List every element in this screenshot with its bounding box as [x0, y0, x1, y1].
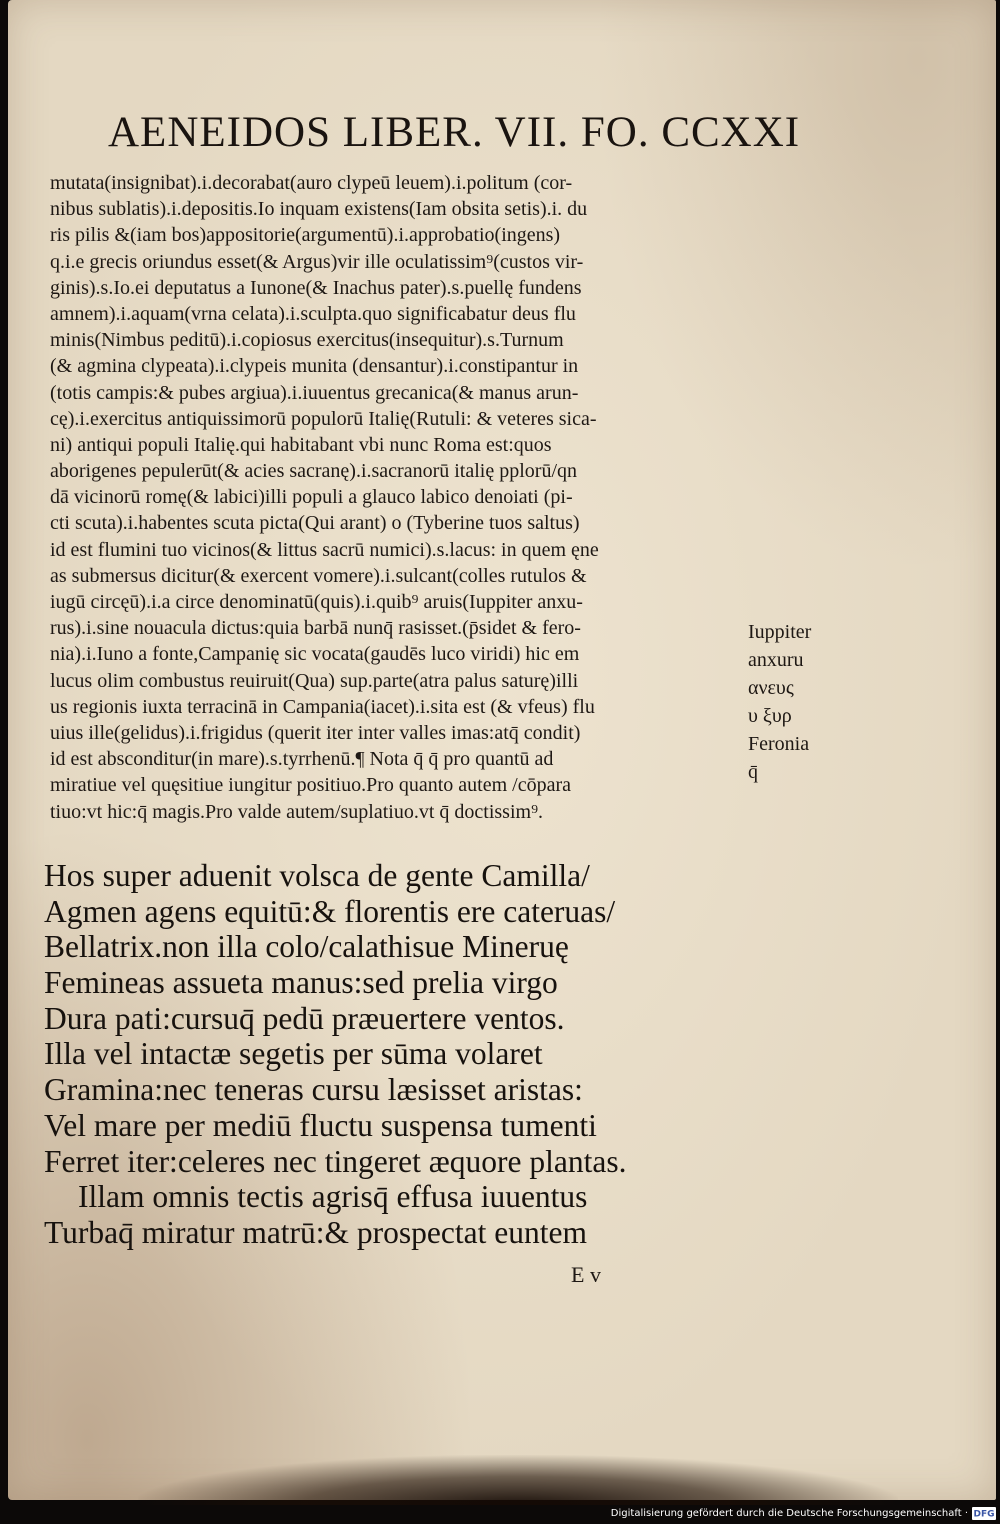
- commentary-line-8: (& agmina clypeata).i.clypeis munita (densantur).i.constipantur in: [50, 355, 579, 378]
- marginal-note-1: Iuppiter: [748, 621, 812, 643]
- marginal-note-3: ανευς: [748, 677, 794, 699]
- commentary-line-7: minis(Nimbus peditū).i.copiosus exercitus(insequitur).s.Turnum: [50, 329, 564, 352]
- commentary-line-5: ginis).s.Io.ei deputatus a Iunone(& Inachus pater).s.puellę fundens: [50, 276, 582, 299]
- verse-line-9: Ferret iter:celeres nec tingeret æquore plantas.: [44, 1143, 627, 1179]
- verse-line-5: Dura pati:cursuq̄ pedū præuertere ventos.: [44, 1000, 565, 1036]
- commentary-line-24: miratiue vel quęsitiue iungitur positiuo.Pro quanto autem /cōpara: [50, 774, 571, 797]
- commentary-line-12: aborigenes pepulerūt(& acies sacranę).i.sacranorū italię pplorū/qn: [50, 460, 578, 483]
- page-stain: [138, 1455, 898, 1505]
- verse-line-1: Hos super aduenit volsca de gente Camilla/: [44, 858, 590, 893]
- verse-line-11: Turbaq̄ miratur matrū:& prospectat euntem: [44, 1214, 587, 1250]
- verse-line-10: Illam omnis tectis agrisq̄ effusa iuuentus: [78, 1179, 588, 1215]
- commentary-block: [50, 170, 760, 825]
- dfg-logo-icon: [972, 1507, 996, 1520]
- running-header: AENEIDOS LIBER. VII. FO. CCXXI: [108, 109, 801, 156]
- verse-line-4: Femineas assueta manus:sed prelia virgo: [44, 965, 558, 1001]
- verse-line-3: Bellatrix.non illa colo/calathisue Mineruę: [44, 929, 569, 965]
- marginal-notes: [748, 618, 858, 786]
- commentary-line-13: dā vicinorū romę(& labici)illi populi a glauco labico denoiati (pi-: [50, 486, 573, 509]
- commentary-line-2: nibus sublatis).i.depositis.Io inquam existens(Iam obsita setis).i. du: [50, 198, 588, 221]
- svg-text:DFG: DFG: [973, 1509, 995, 1518]
- commentary-line-1: mutata(insignibat).i.decorabat(auro clypeū leuem).i.politum (cor-: [50, 172, 573, 194]
- commentary-line-6: amnem).i.aquam(vrna celata).i.sculpta.quo significabatur deus flu: [50, 302, 576, 325]
- commentary-line-25: tiuo:vt hic:q̄ magis.Pro valde autem/suplatiuo.vt q̄ doctissim⁹.: [50, 800, 544, 823]
- commentary-line-16: as submersus dicitur(& exercent vomere).i.sulcant(colles rutulos &: [50, 564, 587, 587]
- verse-line-7: Gramina:nec teneras cursu læsisset aristas:: [44, 1072, 583, 1108]
- commentary-line-9: (totis campis:& pubes argiua).i.iuuentus grecanica(& manus arun-: [50, 381, 579, 404]
- marginal-note-6: q̄: [748, 761, 758, 783]
- commentary-line-4: q.i.e grecis oriundus esset(& Argus)vir ille oculatissim⁹(custos vir-: [50, 250, 584, 273]
- marginal-note-4: υ ξυρ: [748, 705, 792, 727]
- signature-mark: E v: [571, 1262, 601, 1287]
- footer-credit-text: Digitalisierung gefördert durch die Deutsche Forschungsgemeinschaft ·: [610, 1507, 968, 1519]
- commentary-line-17: iugū circęū).i.a circe denominatū(quis).i.quib⁹ aruis(Iuppiter anxu-: [50, 591, 583, 613]
- marginal-note-5: Feronia: [748, 733, 810, 755]
- commentary-line-20: lucus olim combustus reuiruit(Qua) sup.parte(atra palus saturę)illi: [50, 669, 579, 692]
- book-page: [8, 0, 996, 1500]
- commentary-line-18: rus).i.sine nouacula dictus:quia barbā nunq̄ rasisset.(p̄sidet & fero-: [50, 617, 581, 640]
- commentary-line-23: id est absconditur(in mare).s.tyrrhenū.¶ Nota q̄ q̄ pro quantū ad: [50, 748, 554, 771]
- commentary-line-22: uius ille(gelidus).i.frigidus (querit iter inter valles imas:atq̄ condit): [50, 721, 581, 744]
- commentary-line-15: id est flumini tuo vicinos(& littus sacrū numici).s.lacus: in quem ęne: [50, 538, 599, 561]
- verse-line-6: Illa vel intactæ segetis per sūma volaret: [44, 1036, 543, 1072]
- commentary-line-19: nia).i.Iuno a fonte,Campanię sic vocata(gaudēs luco viridi) hic em: [50, 643, 580, 666]
- commentary-line-3: ris pilis &(iam bos)appositorie(argumentū).i.approbatio(ingens): [50, 224, 561, 247]
- commentary-line-21: us regionis iuxta terracinā in Campania(iacet).i.sita est (& vfeus) flu: [50, 695, 595, 718]
- verse-line-8: Vel mare per mediū fluctu suspensa tumenti: [44, 1107, 597, 1143]
- footer-credit: [611, 1505, 996, 1521]
- verse-line-2: Agmen agens equitū:& florentis ere cateruas/: [44, 893, 616, 929]
- verse-block: [44, 858, 684, 1251]
- commentary-line-11: ni) antiqui populi Italię.qui habitabant vbi nunc Roma est:quos: [50, 433, 552, 456]
- marginal-note-2: anxuru: [748, 649, 804, 671]
- commentary-line-10: cę).i.exercitus antiquissimorū populorū Italię(Rutuli: & veteres sica-: [50, 407, 597, 430]
- commentary-line-14: cti scuta).i.habentes scuta picta(Qui arant) o (Tyberine tuos saltus): [50, 512, 580, 535]
